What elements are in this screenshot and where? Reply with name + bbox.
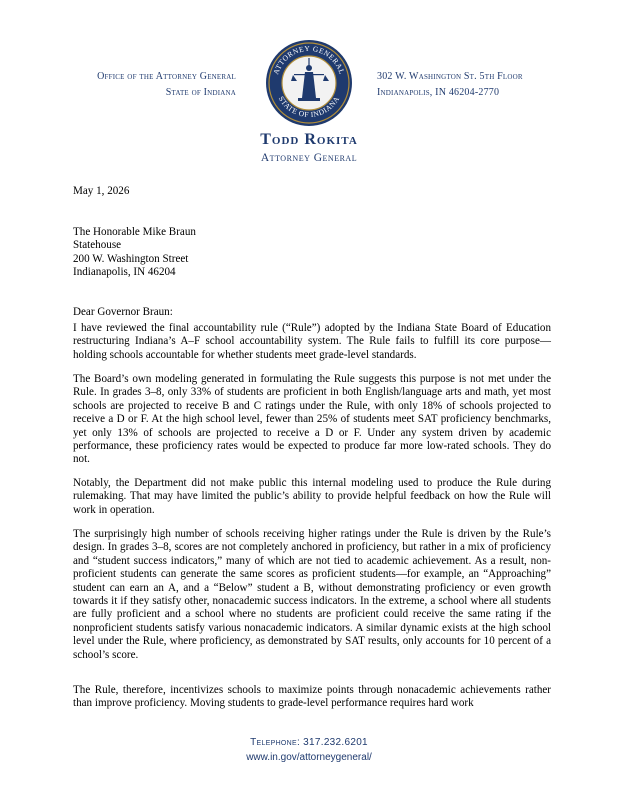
seal-bottom-text: STATE OF INDIANA (276, 94, 342, 120)
salutation: Dear Governor Braun: (73, 306, 173, 318)
paragraph: The Board’s own modeling generated in formulating the Rule suggests this purpose is not met under the Rule. In grades 3–8, only 33% of students are proficient in both English/language arts and math, yet most schools are projected to receive B and C ratings under the Rule, with only 18% of schools projected to receive a D or F. At the high school level, fewer than 25% of students meet SAT proficiency benchmarks, yet only 13% of schools are projected to receive a D or F. Under any system driven by academic performance, these proficiency rates would be expected to produce far more low-rated schools. They do not. (73, 373, 551, 466)
svg-text:ATTORNEY GENERAL (271, 44, 346, 76)
recipient-line: Statehouse (73, 239, 122, 252)
recipient-line: 200 W. Washington Street (73, 252, 189, 265)
footer-telephone: Telephone: 317.232.6201 (250, 737, 368, 748)
paragraph: Notably, the Department did not make public this internal modeling used to produce the Rule during rulemaking. That may have limited the public’s ability to provide helpful feedback on how the Rule will work in operation. (73, 477, 551, 516)
recipient-line: Indianapolis, IN 46204 (73, 266, 176, 279)
letterhead-address (377, 69, 577, 101)
recipient-address (73, 226, 196, 280)
attorney-general-title: Attorney General (260, 152, 358, 164)
letter-date: May 1, 2026 (73, 185, 130, 197)
seal-text (264, 38, 354, 128)
address-street: 302 W. Washington St. 5th Floor (377, 71, 523, 82)
recipient-line: The Honorable Mike Braun (73, 226, 196, 238)
svg-text:STATE OF INDIANA (277, 94, 342, 119)
paragraph: The surprisingly high number of schools receiving higher ratings under the Rule is driven by the Rule’s design. In grades 3–8, scores are not completely anchored in proficiency, but rather in a mix of proficiency and “student success indicators,” many of which are not tied to academic achievement. As a result, non-proficient students can generate the same scores as proficient students—for example, an “Approaching” student can earn an A, and a “Below” student a B, without demonstrating proficiency or even growth towards it if they satisfy other, nonacademic success indicators. In the extreme, a school where all students are fully proficient and a school where no students are proficient could receive the same rating if the nonproficient students satisfy various nonacademic indicators. A similar dynamic exists at the high school level under the Rule, where proficiency, as demonstrated by SAT results, only accounts for 10 percent of a school’s score. (73, 528, 551, 661)
office-name: Office of the Attorney General (97, 71, 236, 82)
paragraph: The Rule, therefore, incentivizes schools to maximize points through nonacademic achievements rather than improve proficiency. Moving students to grade-level performance requires hard work (73, 684, 551, 710)
paragraph: I have reviewed the final accountability rule (“Rule”) adopted by the Indiana State Board of Education restructuring Indiana’s A–F school accountability system. The Rule fails to fulfill its core purpose—holding schools accountable for whether students meet grade-level standards. (73, 322, 551, 361)
address-city: Indianapolis, IN 46204-2770 (377, 87, 500, 98)
letterhead-office (60, 69, 236, 101)
seal-top-text: ATTORNEY GENERAL (271, 43, 347, 76)
office-state: State of Indiana (165, 87, 236, 98)
attorney-general-name: Todd Rokita (260, 131, 358, 148)
footer-website[interactable]: www.in.gov/attorneygeneral/ (246, 752, 372, 763)
